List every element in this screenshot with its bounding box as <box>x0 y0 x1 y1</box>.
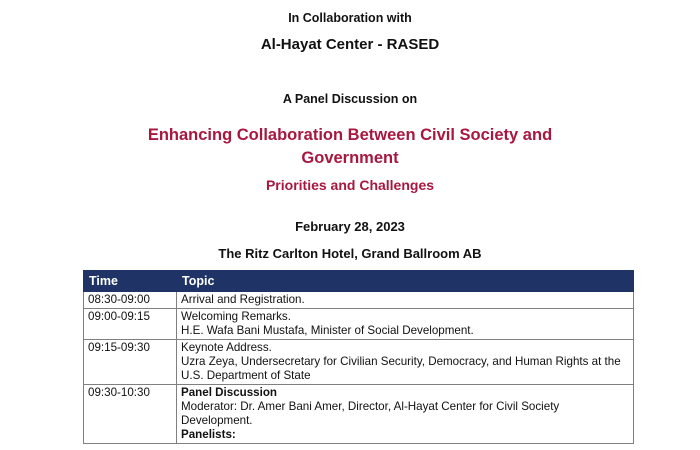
topic-line: H.E. Wafa Bani Mustafa, Minister of Social Development. <box>181 324 474 337</box>
organization-name: Al-Hayat Center - RASED <box>260 36 440 53</box>
row-topic <box>177 309 634 340</box>
row-topic <box>177 292 634 309</box>
topic-line: Uzra Zeya, Undersecretary for Civilian Security, Democracy, and Human Rights at the U.S. Department of State <box>181 355 621 382</box>
table-row <box>84 385 634 444</box>
panel-label: A Panel Discussion on <box>282 92 418 106</box>
row-time: 09:00-09:15 <box>84 309 177 340</box>
table-row <box>84 292 634 309</box>
topic-line: Panelists: <box>181 428 236 441</box>
row-time: 09:15-09:30 <box>84 340 177 385</box>
agenda-header-row <box>84 271 634 292</box>
topic-line: Keynote Address. <box>181 341 272 354</box>
event-title <box>0 124 700 170</box>
row-topic <box>177 385 634 444</box>
column-header-topic: Topic <box>177 271 634 292</box>
row-time: 09:30-10:30 <box>84 385 177 444</box>
event-title-line-2: Government <box>301 149 399 167</box>
event-date: February 28, 2023 <box>295 219 405 234</box>
collaboration-line: In Collaboration with <box>288 11 412 25</box>
event-venue: The Ritz Carlton Hotel, Grand Ballroom AB <box>218 246 482 261</box>
agenda-table <box>83 270 634 444</box>
table-row <box>84 340 634 385</box>
event-subtitle: Priorities and Challenges <box>265 177 435 193</box>
topic-line: Welcoming Remarks. <box>181 310 291 323</box>
table-row <box>84 309 634 340</box>
row-topic <box>177 340 634 385</box>
row-time: 08:30-09:00 <box>84 292 177 309</box>
topic-line: Arrival and Registration. <box>181 293 305 306</box>
event-title-line-1: Enhancing Collaboration Between Civil Society and <box>147 126 553 144</box>
topic-line: Panel Discussion <box>181 386 278 399</box>
column-header-time: Time <box>84 271 177 292</box>
topic-line: Moderator: Dr. Amer Bani Amer, Director, Al-Hayat Center for Civil Society Development. <box>181 400 560 427</box>
